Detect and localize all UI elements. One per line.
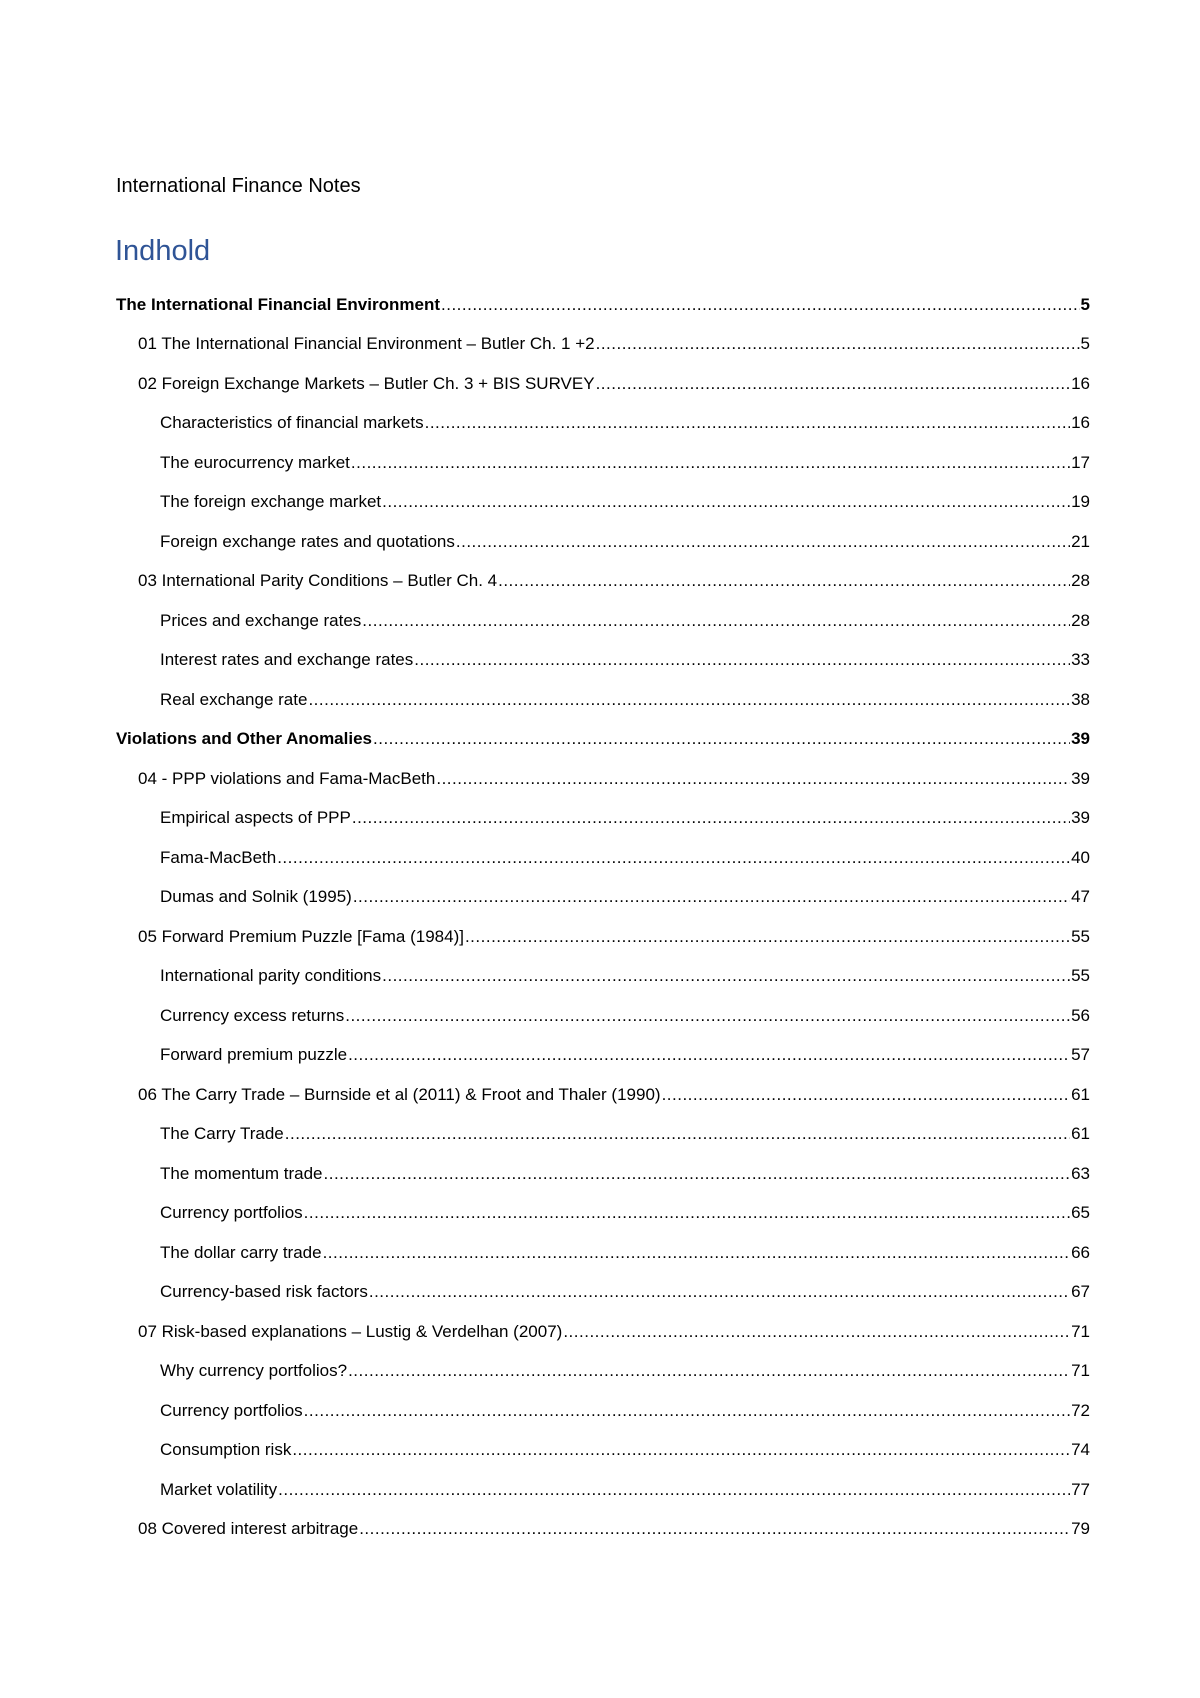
- toc-entry[interactable]: [116, 1027, 1090, 1067]
- toc-entry-page-number: 16: [1071, 413, 1090, 432]
- toc-entry-page-number: 72: [1071, 1400, 1090, 1420]
- toc-entry[interactable]: [116, 474, 1090, 514]
- toc-entry-label: The foreign exchange market: [160, 492, 382, 511]
- toc-entry[interactable]: [116, 711, 1090, 751]
- toc-entry[interactable]: [116, 1382, 1090, 1422]
- toc-dot-leader: [441, 294, 1080, 316]
- toc-entry[interactable]: [116, 987, 1090, 1027]
- toc-entry-label: Prices and exchange rates: [160, 610, 362, 630]
- toc-entry-page-number: 63: [1071, 1163, 1090, 1183]
- toc-entry-label: The eurocurrency market: [160, 452, 350, 472]
- toc-entry-page-number: 19: [1071, 492, 1090, 511]
- toc-dot-leader: [324, 1163, 1071, 1185]
- toc-entry[interactable]: [116, 1461, 1090, 1501]
- toc-entry-page-number: 21: [1071, 531, 1090, 551]
- toc-dot-leader: [596, 333, 1080, 355]
- toc-dot-leader: [662, 1084, 1071, 1106]
- toc-entry[interactable]: [116, 750, 1090, 790]
- toc-entry-label: Currency-based risk factors: [160, 1282, 368, 1301]
- toc-entry-label: Characteristics of financial markets: [160, 413, 424, 432]
- toc-entry-label: 02 Foreign Exchange Markets – Butler Ch. 3 + BIS SURVEY: [138, 373, 595, 393]
- document-title: International Finance Notes: [116, 175, 361, 197]
- toc-entry-page-number: 65: [1071, 1203, 1090, 1222]
- toc-entry-label: Empirical aspects of PPP: [160, 808, 351, 827]
- toc-dot-leader: [596, 373, 1071, 395]
- toc-entry-page-number: 55: [1071, 966, 1090, 985]
- toc-dot-leader: [436, 768, 1070, 790]
- toc-entry-page-number: 5: [1080, 334, 1090, 353]
- toc-entry-label: The momentum trade: [160, 1163, 323, 1183]
- toc-entry-label: Fama-MacBeth: [160, 847, 277, 867]
- toc-dot-leader: [308, 689, 1070, 711]
- toc-entry-label: 08 Covered interest arbitrage: [138, 1519, 359, 1538]
- toc-entry[interactable]: [116, 276, 1090, 316]
- toc-dot-leader: [359, 1518, 1070, 1540]
- toc-entry-page-number: 55: [1071, 926, 1090, 946]
- toc-entry-label: Market volatility: [160, 1479, 278, 1499]
- toc-entry[interactable]: [116, 829, 1090, 869]
- toc-entry-page-number: 71: [1071, 1321, 1090, 1341]
- toc-dot-leader: [498, 570, 1070, 592]
- toc-entry-label: The Carry Trade: [160, 1124, 284, 1143]
- toc-entry-page-number: 56: [1071, 1005, 1090, 1025]
- toc-entry-label: Why currency portfolios?: [160, 1361, 348, 1380]
- toc-entry-page-number: 77: [1071, 1479, 1090, 1499]
- toc-entry-label: The dollar carry trade: [160, 1242, 322, 1262]
- toc-dot-leader: [382, 491, 1070, 513]
- toc-entry-page-number: 74: [1071, 1440, 1090, 1459]
- toc-dot-leader: [563, 1321, 1070, 1343]
- toc-entry-label: Foreign exchange rates and quotations: [160, 531, 455, 551]
- toc-entry[interactable]: [116, 1501, 1090, 1541]
- toc-dot-leader: [369, 1281, 1070, 1303]
- toc-entry-label: Violations and Other Anomalies: [116, 729, 372, 748]
- toc-entry[interactable]: [116, 434, 1090, 474]
- toc-entry-page-number: 71: [1071, 1361, 1090, 1380]
- toc-entry[interactable]: [116, 316, 1090, 356]
- toc-entry-label: Currency excess returns: [160, 1005, 345, 1025]
- toc-entry-page-number: 67: [1071, 1282, 1090, 1301]
- toc-entry-page-number: 38: [1071, 689, 1090, 709]
- toc-dot-leader: [414, 649, 1070, 671]
- toc-entry-page-number: 66: [1071, 1242, 1090, 1262]
- toc-entry-label: 01 The International Financial Environment – Butler Ch. 1 +2: [138, 334, 595, 353]
- toc-dot-leader: [465, 926, 1070, 948]
- toc-dot-leader: [304, 1202, 1070, 1224]
- toc-dot-leader: [348, 1360, 1070, 1382]
- toc-dot-leader: [323, 1242, 1071, 1264]
- toc-entry[interactable]: [116, 1066, 1090, 1106]
- toc-entry-page-number: 39: [1071, 808, 1090, 827]
- toc-dot-leader: [348, 1044, 1070, 1066]
- toc-dot-leader: [373, 728, 1070, 750]
- toc-entry-page-number: 28: [1071, 571, 1090, 590]
- toc-entry-page-number: 47: [1071, 887, 1090, 906]
- toc-dot-leader: [304, 1400, 1070, 1422]
- toc-entry-page-number: 28: [1071, 610, 1090, 630]
- toc-entry-label: 04 - PPP violations and Fama-MacBeth: [138, 768, 436, 788]
- toc-entry-label: 07 Risk-based explanations – Lustig & Verdelhan (2007): [138, 1321, 563, 1341]
- toc-entry-label: Dumas and Solnik (1995): [160, 887, 352, 906]
- toc-entry[interactable]: [116, 553, 1090, 593]
- toc-dot-leader: [353, 886, 1070, 908]
- toc-entry-label: Currency portfolios: [160, 1203, 303, 1222]
- toc-entry-page-number: 79: [1071, 1519, 1090, 1538]
- toc-entry-page-number: 5: [1080, 294, 1090, 314]
- toc-entry[interactable]: [116, 1343, 1090, 1383]
- toc-entry-label: 05 Forward Premium Puzzle [Fama (1984)]: [138, 926, 464, 946]
- toc-entry-label: Real exchange rate: [160, 689, 308, 709]
- toc-dot-leader: [362, 610, 1070, 632]
- toc-entry[interactable]: [116, 1264, 1090, 1304]
- toc-dot-leader: [456, 531, 1070, 553]
- toc-entry-label: Interest rates and exchange rates: [160, 650, 414, 669]
- toc-dot-leader: [292, 1439, 1070, 1461]
- toc-entry[interactable]: [116, 513, 1090, 553]
- toc-entry-page-number: 61: [1071, 1124, 1090, 1143]
- toc-entry[interactable]: [116, 632, 1090, 672]
- toc-entry-page-number: 16: [1071, 373, 1090, 393]
- toc-dot-leader: [382, 965, 1070, 987]
- toc-entry[interactable]: [116, 671, 1090, 711]
- toc-entry[interactable]: [116, 1224, 1090, 1264]
- toc-entry[interactable]: [116, 1106, 1090, 1146]
- toc-entry-page-number: 61: [1071, 1084, 1090, 1104]
- toc-entry[interactable]: [116, 355, 1090, 395]
- toc-dot-leader: [345, 1005, 1070, 1027]
- toc-entry[interactable]: [116, 592, 1090, 632]
- toc-entry[interactable]: [116, 790, 1090, 830]
- toc-entry-page-number: 17: [1071, 452, 1090, 472]
- toc-entry-page-number: 39: [1071, 768, 1090, 788]
- toc-entry-label: International parity conditions: [160, 966, 382, 985]
- toc-heading: Indhold: [115, 235, 211, 267]
- toc-entry[interactable]: [116, 908, 1090, 948]
- toc-entry[interactable]: [116, 1185, 1090, 1225]
- toc-dot-leader: [277, 847, 1070, 869]
- toc-dot-leader: [425, 412, 1070, 434]
- toc-entry-label: Consumption risk: [160, 1440, 292, 1459]
- toc-entry[interactable]: [116, 1422, 1090, 1462]
- toc-entry[interactable]: [116, 1145, 1090, 1185]
- toc-dot-leader: [351, 452, 1070, 474]
- toc-entry-label: Forward premium puzzle: [160, 1045, 348, 1064]
- toc-entry-page-number: 57: [1071, 1045, 1090, 1064]
- toc-dot-leader: [285, 1123, 1070, 1145]
- toc-entry[interactable]: [116, 869, 1090, 909]
- toc-dot-leader: [352, 807, 1070, 829]
- toc-entry-label: 06 The Carry Trade – Burnside et al (2011) & Froot and Thaler (1990): [138, 1084, 661, 1104]
- toc-dot-leader: [278, 1479, 1070, 1501]
- toc-entry[interactable]: [116, 395, 1090, 435]
- toc-entry-page-number: 33: [1071, 650, 1090, 669]
- toc-entry[interactable]: [116, 948, 1090, 988]
- toc-entry-page-number: 39: [1071, 729, 1090, 748]
- toc-entry-page-number: 40: [1071, 847, 1090, 867]
- toc-entry-label: Currency portfolios: [160, 1400, 303, 1420]
- table-of-contents: [116, 276, 1090, 1540]
- toc-entry[interactable]: [116, 1303, 1090, 1343]
- toc-entry-label: The International Financial Environment: [116, 294, 440, 314]
- toc-entry-label: 03 International Parity Conditions – Butler Ch. 4: [138, 571, 498, 590]
